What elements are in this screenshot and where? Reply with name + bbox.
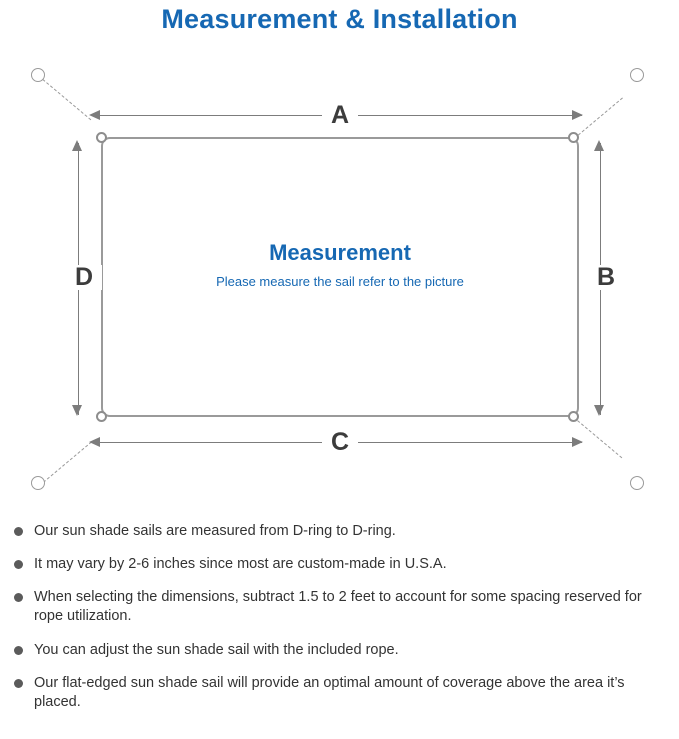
anchor-point-bottom-left [31, 476, 45, 490]
note-text: Our flat-edged sun shade sail will provide an optimal amount of coverage above the area it’s placed. [34, 674, 625, 710]
note-text: When selecting the dimensions, subtract 1.5 to 2 feet to account for some spacing reserved for rope utilization. [34, 589, 642, 625]
d-ring-bottom-left [96, 411, 107, 422]
bullet-icon [14, 560, 23, 569]
rope-line-top-left [42, 79, 91, 120]
arrow-a-right [572, 110, 583, 120]
list-item [0, 588, 679, 626]
shade-sail-diagram [0, 52, 679, 514]
dimension-label-c: C [322, 430, 358, 455]
anchor-point-top-right [630, 68, 644, 82]
measurement-label: Measurement [269, 240, 411, 265]
arrow-b-bottom [594, 405, 604, 416]
page-title: Measurement & Installation [161, 4, 518, 34]
d-ring-top-left [96, 132, 107, 143]
anchor-point-top-left [31, 68, 45, 82]
dimension-label-b: B [588, 265, 624, 290]
d-ring-top-right [568, 132, 579, 143]
list-item [0, 674, 679, 712]
d-ring-bottom-right [568, 411, 579, 422]
arrow-a-left [89, 110, 100, 120]
dimension-label-d: D [66, 265, 102, 290]
arrow-c-right [572, 437, 583, 447]
measurement-sublabel: Please measure the sail refer to the picture [216, 274, 464, 289]
arrow-b-top [594, 140, 604, 151]
rope-line-bottom-left [43, 442, 92, 483]
notes-list [0, 522, 679, 726]
dimension-label-a: A [322, 103, 358, 128]
note-text: Our sun shade sails are measured from D-ring to D-ring. [34, 523, 396, 539]
list-item [0, 641, 679, 660]
anchor-point-bottom-right [630, 476, 644, 490]
note-text: It may vary by 2-6 inches since most are custom-made in U.S.A. [34, 556, 447, 573]
note-text: You can adjust the sun shade sail with the included rope. [34, 641, 399, 658]
arrow-c-left [89, 437, 100, 447]
bullet-icon [14, 593, 23, 602]
list-item [0, 522, 679, 541]
bullet-icon [14, 527, 23, 536]
arrow-d-top [72, 140, 82, 151]
list-item [0, 555, 679, 574]
bullet-icon [14, 679, 23, 688]
arrow-d-bottom [72, 405, 82, 416]
bullet-icon [14, 646, 23, 655]
